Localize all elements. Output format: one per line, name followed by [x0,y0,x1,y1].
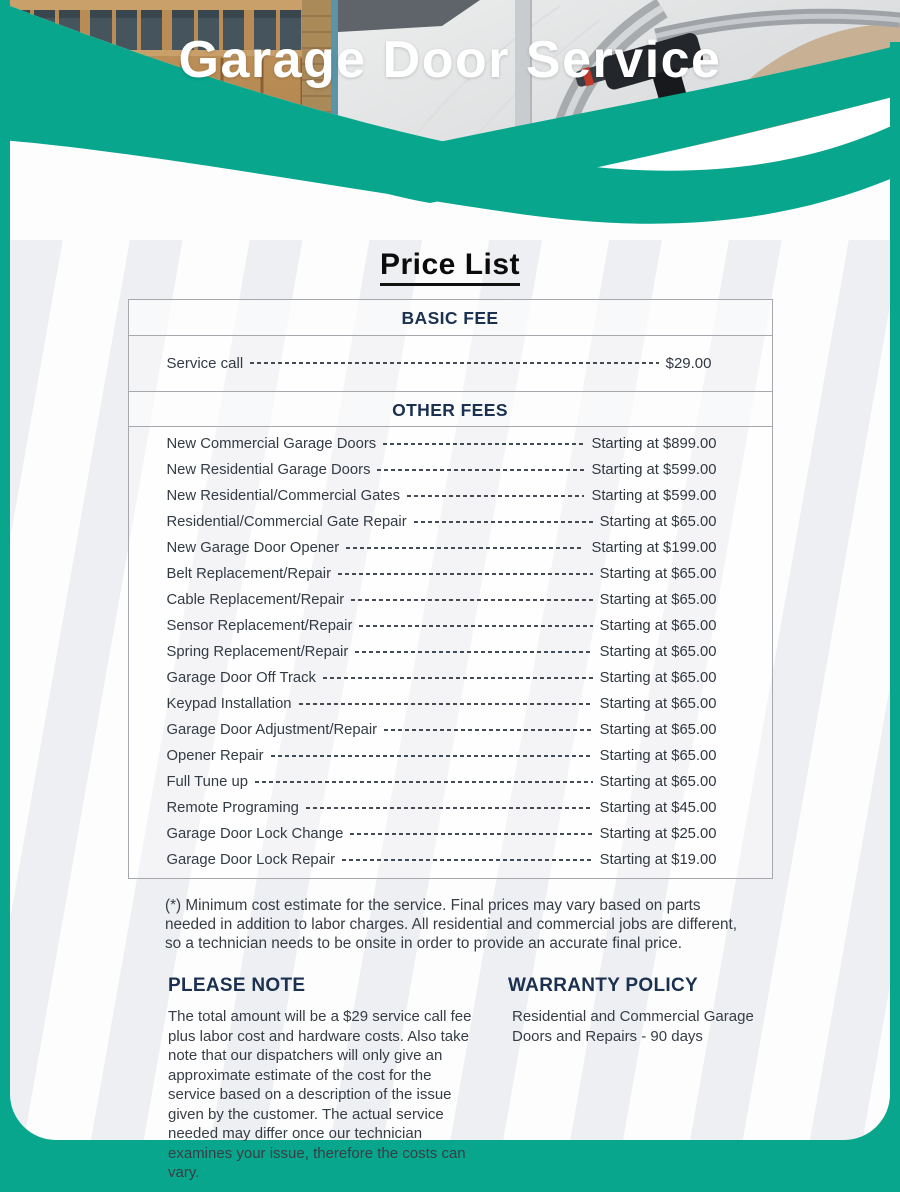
fee-row [129,795,772,821]
fee-price: Starting at $19.00 [599,852,717,868]
fee-label: Cable Replacement/Repair [166,592,345,608]
fee-label: Spring Replacement/Repair [166,644,349,660]
fee-price: Starting at $199.00 [591,540,717,556]
fee-label: Opener Repair [166,748,264,764]
fee-row [129,769,772,795]
fee-price: Starting at $65.00 [599,670,717,686]
please-note-title: PLEASE NOTE [168,975,306,997]
fee-row [129,847,772,873]
header-title: Garage Door Service [178,31,722,89]
dashed-leader [414,521,593,523]
dashed-leader [271,755,593,757]
fee-price: Starting at $65.00 [599,514,717,530]
fee-label: New Residential Garage Doors [166,462,371,478]
fee-label: New Commercial Garage Doors [166,436,377,452]
fee-row [129,340,772,386]
please-note-section [168,975,480,1183]
fee-row [129,561,772,587]
dashed-leader [342,859,593,861]
price-table [128,299,773,879]
other-fees-header: OTHER FEES [129,391,772,427]
basic-fee-items [129,336,772,391]
warranty-body: Residential and Commercial Garage Doors and Repairs - 90 days [512,1008,754,1045]
fee-row [129,821,772,847]
dashed-leader [346,547,584,549]
dashed-leader [299,703,593,705]
please-note-body: The total amount will be a $29 service call fee plus labor cost and hardware costs. Also take note that our dispatchers will only give an approximate estimate of the cost for the service based on a description of the issue given by the customer. The actual service needed may differ once our technician examines your issue, therefore the costs can vary. [168,1008,472,1182]
content-card [10,240,890,1182]
fee-row [129,743,772,769]
fee-label: Sensor Replacement/Repair [166,618,353,634]
fee-price: Starting at $25.00 [599,826,717,842]
fee-label: New Garage Door Opener [166,540,340,556]
fee-row [129,691,772,717]
fee-row [129,717,772,743]
fee-price: Starting at $65.00 [599,696,717,712]
fee-price: Starting at $65.00 [599,566,717,582]
fee-label: Garage Door Off Track [166,670,316,686]
fee-label: Garage Door Lock Repair [166,852,336,868]
fee-row [129,457,772,483]
fee-price: Starting at $65.00 [599,644,717,660]
fee-label: Garage Door Adjustment/Repair [166,722,378,738]
fee-label: Garage Door Lock Change [166,826,344,842]
fee-row [129,639,772,665]
fee-price: $29.00 [665,354,712,372]
fee-label: Keypad Installation [166,696,292,712]
dashed-leader [323,677,593,679]
dashed-leader [407,495,584,497]
dashed-leader [250,362,658,364]
fee-row [129,665,772,691]
dashed-leader [350,833,592,835]
header-banner [0,0,900,240]
basic-fee-header: BASIC FEE [129,300,772,336]
fee-price: Starting at $65.00 [599,748,717,764]
fee-price: Starting at $599.00 [591,462,717,478]
fee-label: Residential/Commercial Gate Repair [166,514,407,530]
fee-row [129,587,772,613]
warranty-title: WARRANTY POLICY [508,975,698,997]
fee-price: Starting at $45.00 [599,800,717,816]
dashed-leader [359,625,592,627]
fee-row [129,509,772,535]
dashed-leader [383,443,584,445]
fee-label: Remote Programing [166,800,299,816]
fee-price: Starting at $65.00 [599,592,717,608]
fee-price: Starting at $65.00 [599,722,717,738]
bottom-columns [10,975,890,1183]
fee-row [129,431,772,457]
fee-label: New Residential/Commercial Gates [166,488,401,504]
dashed-leader [377,469,584,471]
dashed-leader [351,599,593,601]
fee-label: Full Tune up [166,774,248,790]
dashed-leader [384,729,593,731]
warranty-section [508,975,780,1183]
fee-label: Belt Replacement/Repair [166,566,331,582]
dashed-leader [306,807,593,809]
page-title: Price List [380,248,520,286]
dashed-leader [338,573,593,575]
dashed-leader [355,651,592,653]
fee-price: Starting at $599.00 [591,488,717,504]
fee-row [129,613,772,639]
dashed-leader [255,781,593,783]
title-wrap [10,248,890,286]
other-fees-items [129,427,772,878]
fee-row [129,483,772,509]
fee-row [129,535,772,561]
fee-label: Service call [166,354,244,372]
fee-price: Starting at $65.00 [599,618,717,634]
footnote: (*) Minimum cost estimate for the service. Final prices may vary based on parts needed in addition to labor charges. All residential and commercial jobs are different, so a technician needs to be onsite in order to provide an accurate final price. [165,897,737,953]
fee-price: Starting at $65.00 [599,774,717,790]
fee-price: Starting at $899.00 [591,436,717,452]
